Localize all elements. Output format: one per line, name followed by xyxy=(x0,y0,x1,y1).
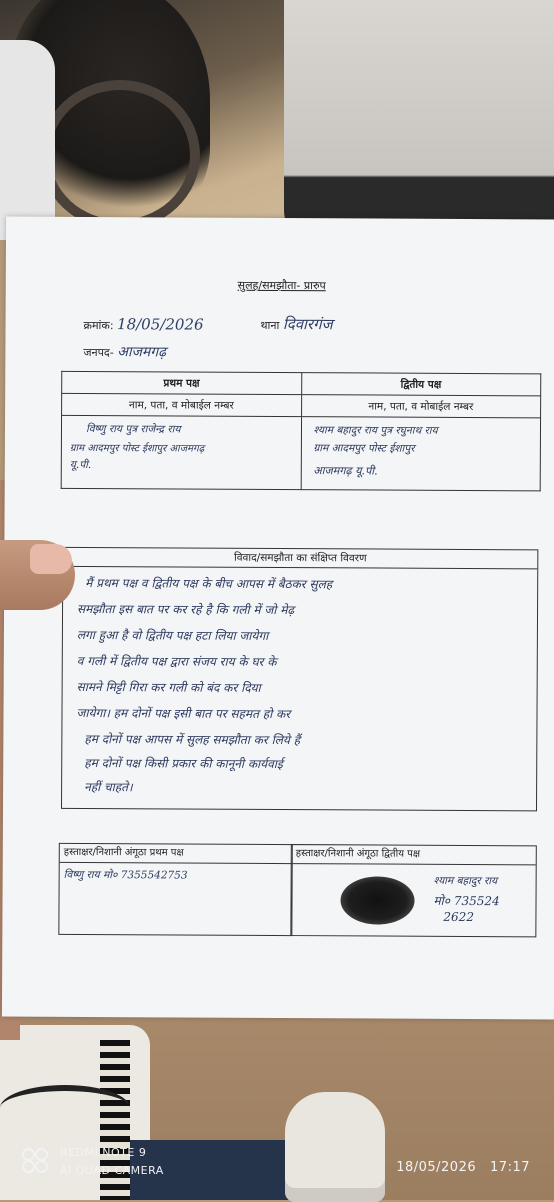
shoe xyxy=(285,1092,385,1202)
timestamp-watermark xyxy=(396,1160,530,1175)
summary-line: मैं प्रथम पक्ष व द्वितीय पक्ष के बीच आपस में बैठकर सुलह xyxy=(85,575,333,592)
photo-time: 17:17 xyxy=(490,1160,530,1175)
person-sleeve xyxy=(0,40,55,240)
police-station-label: थाना xyxy=(260,318,280,332)
second-party-line: आजमगढ़ यू.पी. xyxy=(313,464,378,478)
motorbike-wheel xyxy=(40,80,200,230)
second-party-line: ग्राम आदमपुर पोस्ट ईशापुर xyxy=(313,442,415,455)
summary-line: समझौता इस बात पर कर रहे है कि गली में जो मेढ़ xyxy=(77,601,295,618)
camera-name: AI QUAD CAMERA xyxy=(60,1164,164,1177)
police-station-field xyxy=(260,314,332,334)
document-title: सुलह/समझौता- प्रारुप xyxy=(237,278,326,293)
second-signature-header: हस्ताक्षर/निशानी अंगूठा द्वितीय पक्ष xyxy=(292,845,536,865)
first-party-details xyxy=(61,415,301,489)
first-party-line: ग्राम आदमपुर पोस्ट ईशापुर आजमगढ़ xyxy=(69,442,205,455)
second-signature-line: श्याम बहादुर राय xyxy=(433,874,498,888)
fingernail xyxy=(30,544,72,574)
second-signature-box xyxy=(290,844,536,937)
agreement-paper xyxy=(2,217,554,1020)
thumbprint-image xyxy=(340,876,414,924)
first-signature: विष्णु राय मो० 7355542753 xyxy=(63,868,188,882)
second-party-subheader: नाम, पता, व मोबाईल नम्बर xyxy=(301,395,541,418)
device-name: REDMI NOTE 9 xyxy=(60,1146,147,1159)
serial-field: क्रमांक: 18/05/2026 xyxy=(83,315,204,334)
second-party-details xyxy=(301,417,541,491)
camera-logo-icon xyxy=(22,1148,48,1172)
first-signature-box xyxy=(58,843,292,936)
party-details-table xyxy=(61,371,542,492)
police-station-value: दिवारगंज xyxy=(282,315,333,334)
second-signature-line: 2622 xyxy=(443,909,475,925)
district-value: आजमगढ़ xyxy=(117,344,167,361)
summary-line: व गली में द्वितीय पक्ष द्वारा संजय राय के घर के xyxy=(76,653,277,669)
person-clothing xyxy=(284,0,554,250)
district-field: जनपद- आजमगढ़ xyxy=(83,344,167,361)
serial-label: क्रमांक xyxy=(83,318,110,333)
photo-date: 18/05/2026 xyxy=(396,1160,477,1175)
summary-line: हम दोनों पक्ष किसी प्रकार की कानूनी कार्यवाई xyxy=(84,755,283,772)
first-party-line: विष्णु राय पुत्र राजेन्द्र राय xyxy=(85,422,181,436)
serial-value: 18/05/2026 xyxy=(117,315,204,334)
second-party-line: श्याम बहादुर राय पुत्र रघुनाथ राय xyxy=(313,424,438,437)
first-signature-header: हस्ताक्षर/निशानी अंगूठा प्रथम पक्ष xyxy=(60,844,292,864)
first-party-header: प्रथम पक्ष xyxy=(62,371,302,394)
first-party-subheader: नाम, पता, व मोबाईल नम्बर xyxy=(62,393,302,416)
second-party-header: द्वितीय पक्ष xyxy=(301,373,541,396)
summary-box xyxy=(61,547,538,811)
bag-pattern-curve xyxy=(0,1085,130,1131)
second-signature-line: मो० 735524 xyxy=(433,893,500,909)
summary-line: नहीं चाहते। xyxy=(84,779,133,795)
summary-line: सामने मिट्टी गिरा कर गली को बंद कर दिया xyxy=(76,679,261,695)
district-label: जनपद xyxy=(83,345,110,360)
summary-header: विवाद/समझौता का संक्षिप्त विवरण xyxy=(63,548,537,569)
first-party-line: यू.पी. xyxy=(69,458,92,472)
summary-line: लगा हुआ है वो द्वितीय पक्ष हटा लिया जायेगा xyxy=(76,627,269,643)
summary-line: हम दोनों पक्ष आपस में सुलह समझौता कर लिये हैं xyxy=(84,731,301,748)
summary-line: जायेगा। हम दोनों पक्ष इसी बात पर सहमत हो कर xyxy=(76,705,291,722)
